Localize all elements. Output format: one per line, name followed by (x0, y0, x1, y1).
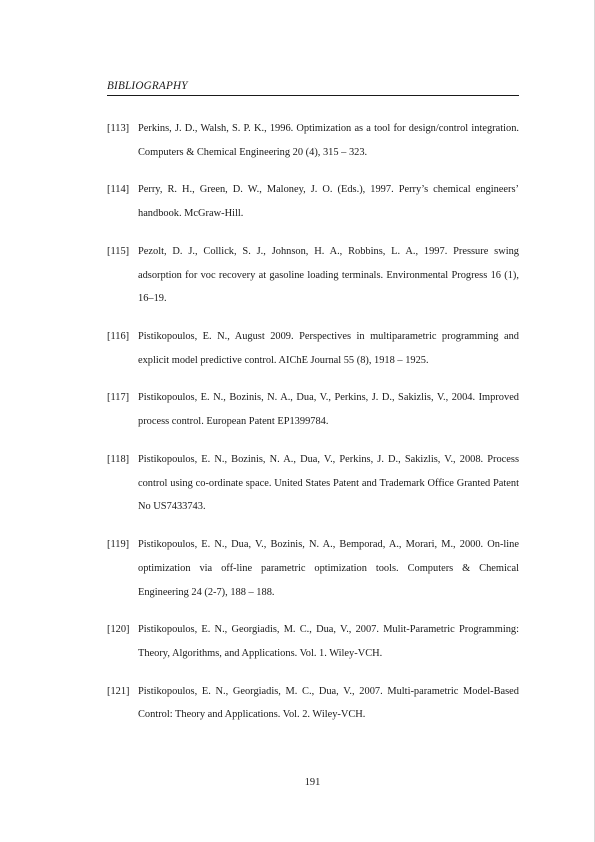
reference-text: Pistikopoulos, E. N., Georgiadis, M. C., Dua, V., 2007. Multi-parametric Model-Based Control: Theory and Applications. Vol. 2. Wiley-VCH. (138, 685, 519, 721)
page-number: 191 (304, 777, 321, 788)
reference-item (107, 117, 519, 165)
reference-item (107, 240, 519, 311)
reference-number: [114] (107, 184, 130, 196)
reference-text: Perry, R. H., Green, D. W., Maloney, J. O. (Eds.), 1997. Perry’s chemical engineers’ handbook. McGraw-Hill. (138, 184, 519, 220)
reference-item (107, 178, 519, 226)
reference-text: Pistikopoulos, E. N., Georgiadis, M. C., Dua, V., 2007. Mulit-Parametric Programming: Theory, Algorithms, and Applications. Vol. 1. Wiley-VCH. (138, 624, 519, 659)
running-header (107, 79, 519, 96)
reference-number: [115] (107, 245, 130, 257)
reference-number: [117] (107, 392, 130, 404)
reference-number: [116] (107, 330, 130, 342)
reference-text: Pistikopoulos, E. N., Bozinis, N. A., Dua, V., Perkins, J. D., Sakizlis, V., 2004. Improved process control. European Patent EP1399784. (138, 392, 519, 428)
reference-text: Pezolt, D. J., Collick, S. J., Johnson, H. A., Robbins, L. A., 1997. Pressure swing adsorption for voc recovery at gasoline loading terminals. Environmental Progress 16 (1), 16–19. (138, 245, 519, 305)
reference-number: [120] (107, 624, 130, 636)
reference-item (107, 386, 519, 434)
reference-item (107, 448, 519, 519)
reference-number: [119] (107, 538, 130, 550)
reference-item (107, 533, 519, 604)
reference-text: Pistikopoulos, E. N., Dua, V., Bozinis, N. A., Bemporad, A., Morari, M., 2000. On-line optimization via off-line parametric optimization tools. Computers & Chemical Engineering 24 (2-7), 188 – 188. (138, 538, 519, 598)
reference-number: [121] (107, 685, 130, 697)
reference-item (107, 325, 519, 373)
reference-list (107, 117, 519, 741)
reference-item (107, 680, 519, 728)
reference-number: [118] (107, 453, 130, 465)
reference-number: [113] (107, 123, 130, 134)
running-header-title: BIBLIOGRAPHY (107, 80, 188, 92)
reference-text: Pistikopoulos, E. N., August 2009. Perspectives in multiparametric programming and explicit model predictive control. AIChE Journal 55 (8), 1918 – 1925. (138, 330, 519, 366)
reference-text: Pistikopoulos, E. N., Bozinis, N. A., Dua, V., Perkins, J. D., Sakizlis, V., 2008. Process control using co-ordinate space. United States Patent and Trademark Office Granted Patent No US7433743. (138, 453, 519, 513)
reference-text: Perkins, J. D., Walsh, S. P. K., 1996. Optimization as a tool for design/control integration. Computers & Chemical Engineering 20 (4), 315 – 323. (138, 123, 519, 158)
reference-item (107, 618, 519, 666)
